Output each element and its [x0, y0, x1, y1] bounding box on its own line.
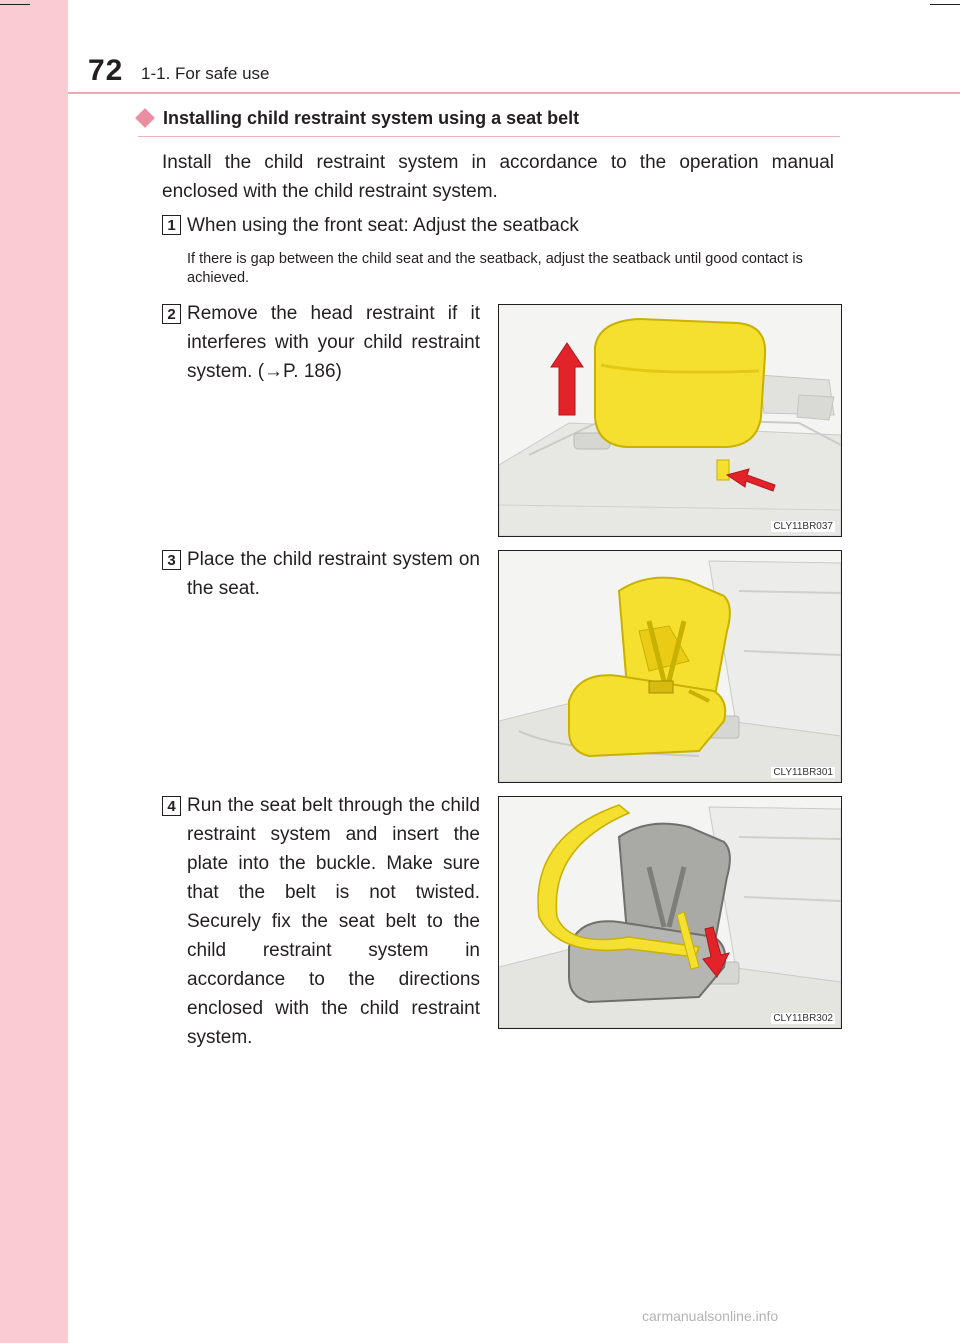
watermark: carmanualsonline.info: [642, 1308, 779, 1324]
figure-head-restraint: [498, 304, 842, 537]
crop-mark: [0, 4, 30, 5]
figure-place-child-seat: [498, 550, 842, 783]
seat-belt-illustration: [499, 797, 841, 1028]
step-number-1: 1: [162, 215, 181, 235]
section-heading: [138, 108, 840, 137]
figure-code: CLY11BR302: [773, 1013, 833, 1024]
intro-paragraph: Install the child restraint system in accordance to the operation manual enclosed with the child restraint system.: [162, 152, 834, 202]
head-restraint-illustration: [499, 305, 841, 536]
diamond-bullet-icon: [135, 108, 155, 128]
step-number-4: 4: [162, 796, 181, 816]
step-number-2: 2: [162, 304, 181, 324]
figure-seat-belt-routing: [498, 796, 842, 1029]
crop-mark: [930, 4, 960, 5]
step-1-note: If there is gap between the child seat and the seatback, adjust the seatback until good contact is achieved.: [187, 251, 803, 286]
step-number-3: 3: [162, 550, 181, 570]
header-divider: [68, 92, 960, 94]
figure-code: CLY11BR037: [773, 521, 833, 532]
page-number: 72: [88, 54, 124, 87]
figure-code: CLY11BR301: [773, 767, 833, 778]
step-2-text: Remove the head restraint if it interferes with your child restraint system. (→P. 186): [187, 303, 480, 382]
step-3-text: Place the child restraint system on the seat.: [187, 549, 480, 599]
step-4-text: Run the seat belt through the child restraint system and insert the plate into the buckle. Make sure that the belt is not twisted. Securely fix the seat belt to the child restraint system in accordance to the directions enclosed with the child restraint system.: [187, 795, 480, 1048]
page-sidebar-band: [0, 0, 68, 1343]
child-seat-illustration: [499, 551, 841, 782]
section-title: Installing child restraint system using a seat belt: [163, 108, 580, 128]
chapter-title: 1-1. For safe use: [141, 64, 270, 83]
step-1-text: When using the front seat: Adjust the seatback: [187, 215, 579, 236]
